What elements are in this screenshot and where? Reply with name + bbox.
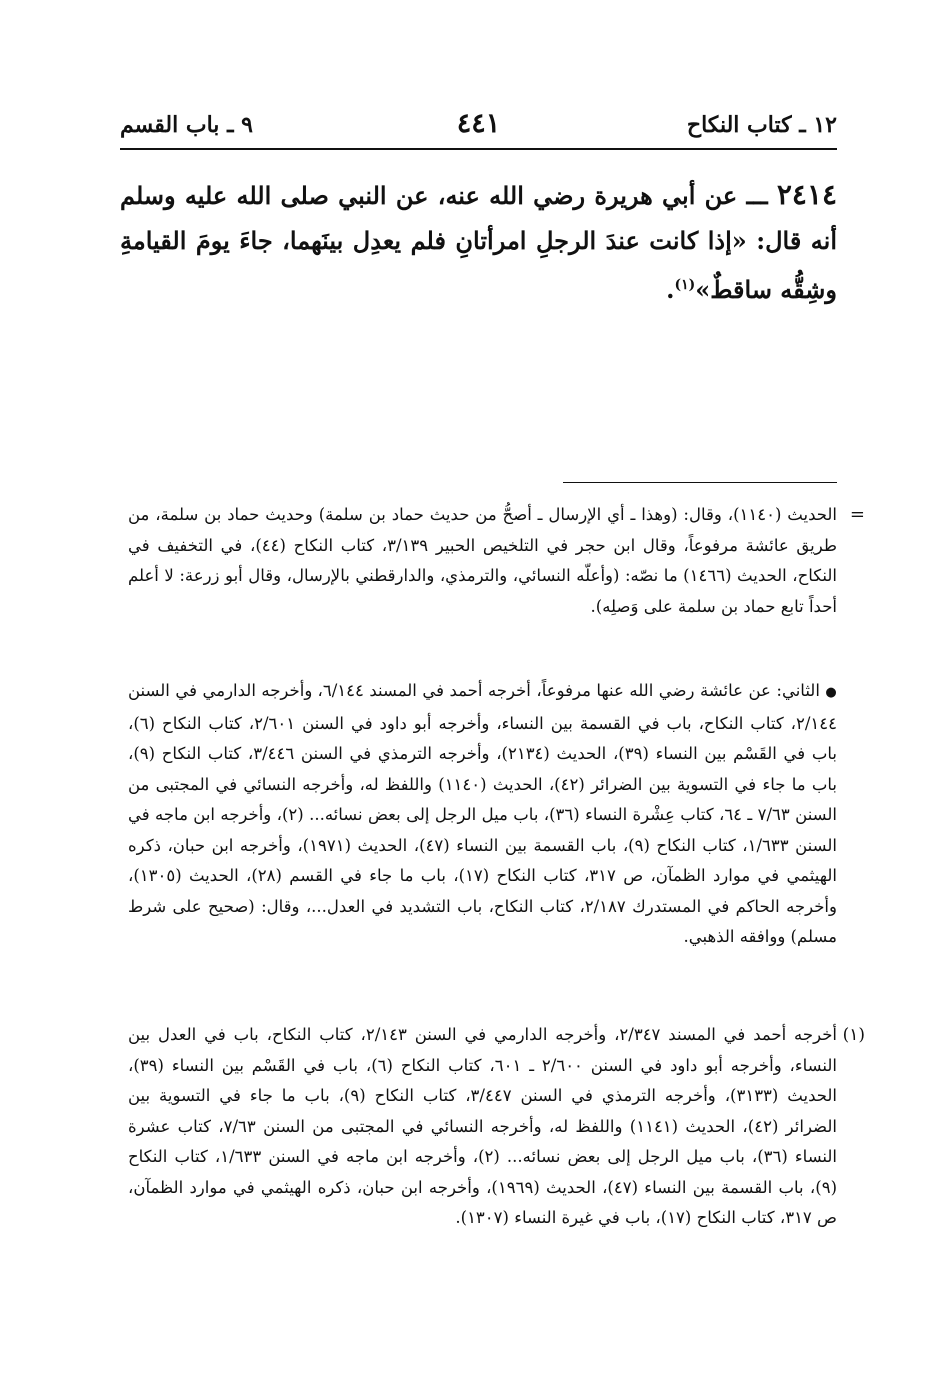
hadith-number: ٢٤١٤: [776, 178, 838, 211]
hadith-paragraph: [120, 172, 837, 312]
section-title: ٩ ـ باب القسم: [120, 112, 253, 138]
second-narration-text: الثاني: عن عائشة رضي الله عنها مرفوعاً، أخرجه أحمد في المسند ٦/١٤٤، وأخرجه الدارمي في السنن ٢/١٤٤، كتاب النكاح، باب في القسمة بين النساء، وأخرجه أبو داود في السنن ٢/٦٠١، كتاب النكاح (٦)، باب في القَسْم بين النساء (٣٩)، الحديث (٢١٣٤)، وأخرجه الترمذي في السنن ٣/٤٤٦، كتاب النكاح (٩)، باب ما جاء في التسوية بين الضرائر (٤٢)، الحديث (١١٤٠) واللفظ له، وأخرجه النسائي في المجتبى من السنن ٧/٦٣ ـ ٦٤، كتاب عِشْرة النساء (٣٦)، باب ميل الرجل إلى بعض نسائه... (٢)، وأخرجه ابن ماجه في السنن ١/٦٣٣، كتاب النكاح (٩)، باب القسمة بين النساء (٤٧)، الحديث (١٩٧١)، وأخرجه ابن حبان، ذكره الهيثمي في موارد الظمآن، ص ٣١٧، كتاب النكاح (١٧)، باب ما جاء في القسم (٢٨)، الحديث (١٣٠٥)، وأخرجه الحاكم في المستدرك ٢/١٨٧، كتاب النكاح، باب التشديد في العدل...، وقال: (صحيح على شرط مسلم) ووافقه الذهبي.: [128, 681, 837, 946]
footnote-1-text: أخرجه أحمد في المسند ٢/٣٤٧، وأخرجه الدارمي في السنن ٢/١٤٣، كتاب النكاح، باب في العدل بين النساء، وأخرجه أبو داود في السنن ٢/٦٠٠ ـ ٦٠١، كتاب النكاح (٦)، باب في القَسْم بين النساء (٣٩)، الحديث (٣١٣٣)، وأخرجه الترمذي في السنن ٣/٤٤٧، كتاب النكاح (٩)، باب ما جاء في التسوية بين الضرائر (٤٢)، الحديث (١١٤١) واللفظ له، وأخرجه النسائي في المجتبى من السنن ٧/٦٣، كتاب عشرة النساء (٣٦)، باب ميل الرجل إلى بعض نسائه... (٢)، وأخرجه ابن ماجه في السنن ١/٦٣٣، كتاب النكاح (٩)، باب القسمة بين النساء (٤٧)، الحديث (١٩٦٩)، وأخرجه ابن حبان، ذكره الهيثمي في موارد الظمآن، ص ٣١٧، كتاب النكاح (١٧)، باب في غيرة النساء (١٣٠٧).: [128, 1025, 838, 1227]
footnote-continuation: [128, 500, 865, 622]
hadith-end: .: [666, 275, 675, 304]
hadith-text: عن أبي هريرة رضي الله عنه، عن النبي صلى الله عليه وسلم أنه قال: «إذا كانت عندَ الرجلِ امرأتانِ فلم يعدِل بينَهما، جاءَ يومَ القيامةِ وشِقُّه ساقطٌ»: [120, 181, 837, 304]
continuation-text: الحديث (١١٤٠)، وقال: (وهذا ـ أي الإرسال ـ أصحُّ من حديث حماد بن سلمة) وحديث حماد بن سلمة، من طريق عائشة مرفوعاً، وقال ابن حجر في التلخيص الحبير ٣/١٣٩، كتاب النكاح (٤٤)، في التخفيف في النكاح، الحديث (١٤٦٦) ما نصّه: (وأعلّه النسائي، والترمذي، والدارقطني بالإرسال، وقال أبو زرعة: لا أعلم أحداً تابع حماد بن سلمة على وَصلِه).: [128, 505, 837, 616]
page-header: [120, 108, 837, 150]
continuation-mark: =: [849, 504, 865, 525]
chapter-title: ١٢ ـ كتاب النكاح: [686, 112, 837, 138]
hadith-dash: ـــ: [737, 181, 777, 210]
bullet-icon: ●: [825, 685, 838, 700]
footnote-reference: (١): [674, 277, 696, 293]
footnote-1-marker: (١): [842, 1025, 865, 1045]
footnote-1: [128, 1020, 865, 1234]
footnote-second-narration: [128, 676, 837, 953]
footnote-separator: [563, 482, 837, 483]
page-number: ٤٤١: [456, 108, 501, 139]
